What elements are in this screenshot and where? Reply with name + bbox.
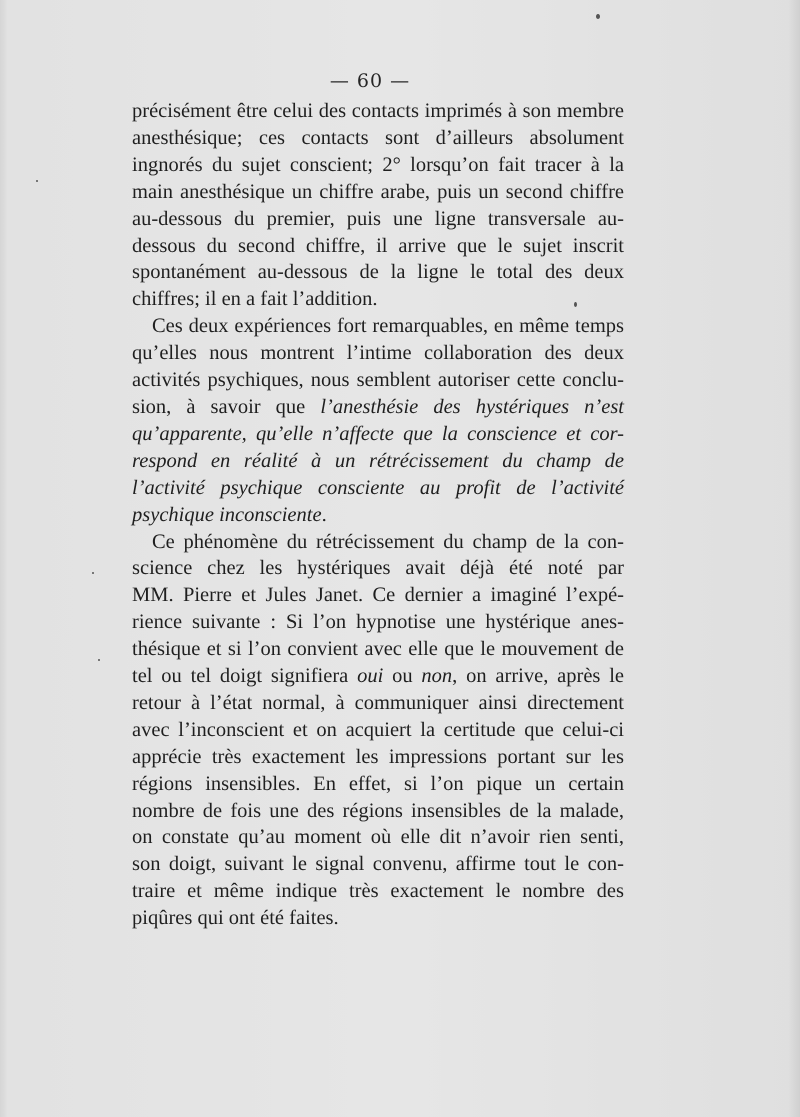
text-line: l’activité psychique consciente au profit de l’activité bbox=[132, 476, 624, 499]
text-line: nombre de fois une des régions insensibles de la malade, bbox=[132, 799, 624, 822]
page-shadow-left bbox=[0, 0, 8, 1117]
ink-speck bbox=[36, 180, 38, 182]
text-line: Ces deux expériences fort remarquables, en même temps bbox=[152, 315, 624, 338]
paragraph bbox=[132, 529, 624, 933]
text-line: science chez les hystériques avait déjà été noté par bbox=[132, 557, 624, 580]
text-line: main anesthésique un chiffre arabe, puis un second chiffre bbox=[132, 180, 624, 203]
text-line: respond en réalité à un rétrécissement du champ de bbox=[132, 449, 624, 472]
italic-text: psychique inconsciente bbox=[132, 503, 322, 526]
paragraph bbox=[132, 313, 624, 528]
text-line: spontanément au-dessous de la ligne le total des deux bbox=[132, 261, 624, 284]
text-line: son doigt, suivant le signal convenu, affirme tout le con- bbox=[132, 853, 624, 876]
text-line: anesthésique; ces contacts sont d’ailleurs absolument bbox=[132, 126, 624, 149]
text-line: précisément être celui des contacts imprimés à son membre bbox=[132, 100, 624, 122]
text-line: dessous du second chiffre, il arrive que le sujet inscrit bbox=[132, 234, 624, 257]
text-line: ingnorés du sujet conscient; 2° lorsqu’on fait tracer à la bbox=[132, 153, 624, 176]
text-line: piqûres qui ont été faites. bbox=[132, 907, 339, 930]
italic-text: non bbox=[421, 665, 453, 688]
text-line: psychique inconsciente. bbox=[132, 503, 327, 526]
page-shadow-right bbox=[788, 0, 800, 1117]
text-line: régions insensibles. En effet, si l’on pique un certain bbox=[132, 772, 624, 795]
italic-text: l’anesthésie des hystériques n’est bbox=[320, 395, 624, 418]
text-line: apprécie très exactement les impressions portant sur les bbox=[132, 745, 624, 768]
text-line: Ce phénomène du rétrécissement du champ de la con- bbox=[152, 530, 624, 553]
text-line: qu’elles nous montrent l’intime collaboration des deux bbox=[132, 342, 624, 365]
text-line: qu’apparente, qu’elle n’affecte que la conscience et cor- bbox=[132, 422, 624, 445]
ink-speck bbox=[92, 572, 94, 574]
text-line: chiffres; il en a fait l’addition. bbox=[132, 288, 378, 311]
text-line: retour à l’état normal, à communiquer ainsi directement bbox=[132, 691, 624, 714]
italic-text: oui bbox=[357, 665, 384, 688]
ink-speck bbox=[98, 659, 100, 661]
text-line: activités psychiques, nous semblent autoriser cette conclu- bbox=[132, 369, 624, 392]
body-text bbox=[132, 98, 624, 932]
text-line: rience suivante : Si l’on hypnotise une hystérique anes- bbox=[132, 611, 624, 634]
text-line: sion, à savoir que l’anesthésie des hystériques n’est bbox=[132, 395, 624, 418]
text-line: tel ou tel doigt signifiera oui ou non, on arrive, après le bbox=[132, 665, 625, 688]
text-line: MM. Pierre et Jules Janet. Ce dernier a imaginé l’expé- bbox=[132, 584, 624, 607]
text-line: traire et même indique très exactement le nombre des bbox=[132, 880, 624, 903]
paragraph bbox=[132, 98, 624, 313]
text-line: au-dessous du premier, puis une ligne transversale au- bbox=[132, 207, 624, 230]
text-line: avec l’inconscient et on acquiert la certitude que celui-ci bbox=[132, 718, 624, 741]
page-number: — 60 — bbox=[329, 70, 411, 92]
ink-speck bbox=[596, 14, 600, 19]
text-line: thésique et si l’on convient avec elle que le mouvement de bbox=[132, 638, 624, 661]
text-line: on constate qu’au moment où elle dit n’avoir rien senti, bbox=[132, 826, 624, 849]
